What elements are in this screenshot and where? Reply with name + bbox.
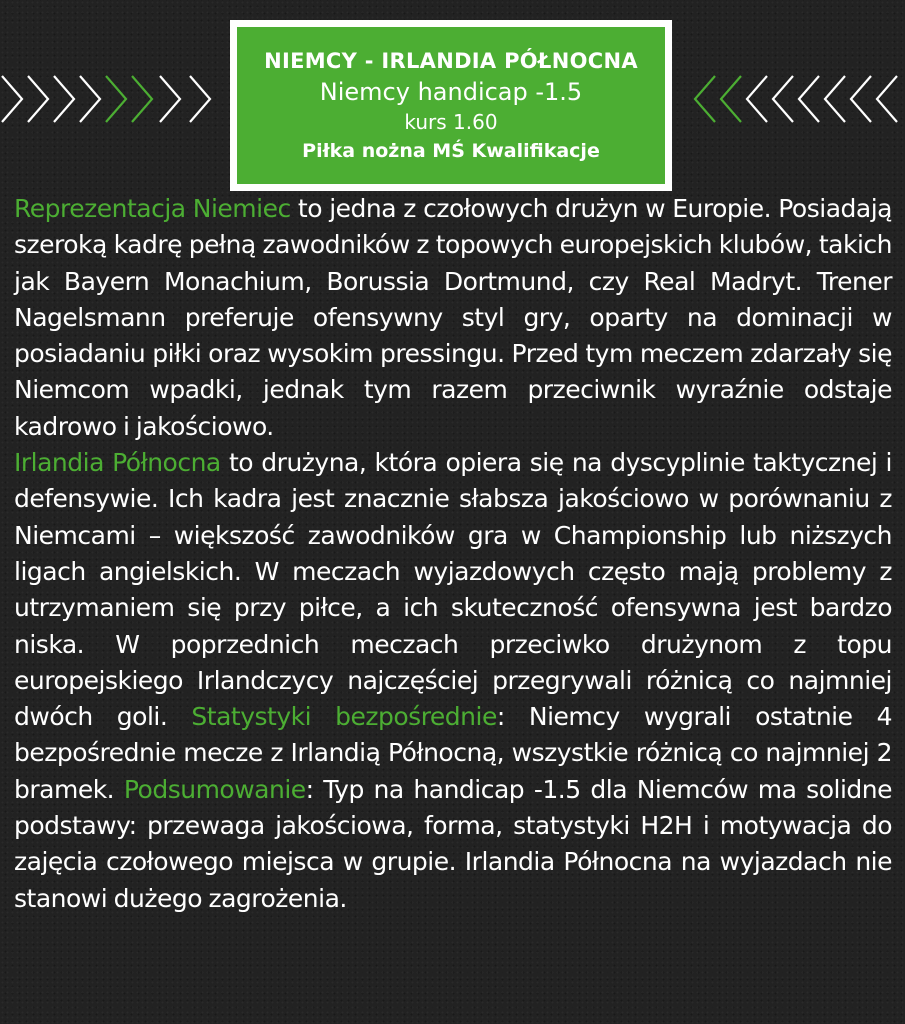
odds-label: kurs 1.60 <box>404 109 498 134</box>
pick-label: Niemcy handicap -1.5 <box>319 77 583 106</box>
highlight-northern-ireland: Irlandia Północna <box>14 448 221 478</box>
paragraph-germany-text: to jedna z czołowych drużyn w Europie. Posiadają szeroką kadrę pełną zawodników z topowych europejskich klubów, takich jak Bayern Monachium, Borussia Dortmund, czy Real Madryt. Trener Nagelsmann preferuje ofensywny styl gry, oparty na dominacji w posiadaniu piłki oraz wysokim pressingu. Przed tym meczem zdarzały się Niemcom wpadki, jednak tym razem przeciwnik wyraźnie odstaje kadrowo i jakościowo. <box>14 194 892 441</box>
paragraph-northern-ireland <box>14 445 892 917</box>
chevron-right-icon <box>0 74 228 124</box>
highlight-germany: Reprezentacja Niemiec <box>14 194 291 223</box>
highlight-summary: Podsumowanie <box>123 774 306 804</box>
statistics-text: : Niemcy wygrali ostatnie 4 bezpośrednie mecze z Irlandią Północną, wszystkie różnicą co najmniej 2 bramek. <box>14 702 893 804</box>
match-header-panel <box>237 27 665 184</box>
paragraph-northern-ireland-text: to drużyna, która opiera się na dyscyplinie taktycznej i defensywie. Ich kadra jest znacznie słabsza jakościowo w porównaniu z Niemcami – większość zawodników gra w Championship lub niższych ligach angielskich. W meczach wyjazdowych często mają problemy z utrzymaniem się przy piłce, a ich skuteczność ofensywna jest bardzo niska. W poprzednich meczach przeciwko drużynom z topu europejskiego Irlandczycy najczęściej przegrywali różnicą co najmniej dwóch goli. <box>14 448 893 732</box>
league-label: Piłka nożna MŚ Kwalifikacje <box>302 139 600 162</box>
highlight-statistics: Statystyki bezpośrednie <box>191 702 497 732</box>
article-body <box>14 191 892 917</box>
paragraph-germany <box>14 191 892 445</box>
match-header <box>230 20 672 191</box>
match-title: NIEMCY - IRLANDIA PÓŁNOCNA <box>264 48 638 73</box>
chevron-left-icon <box>677 74 905 124</box>
summary-text: : Typ na handicap -1.5 dla Niemców ma solidne podstawy: przewaga jakościowa, forma, statystyki H2H i motywacja do zajęcia czołowego miejsca w grupie. Irlandia Północna na wyjazdach nie stanowi dużego zagrożenia. <box>14 774 892 913</box>
